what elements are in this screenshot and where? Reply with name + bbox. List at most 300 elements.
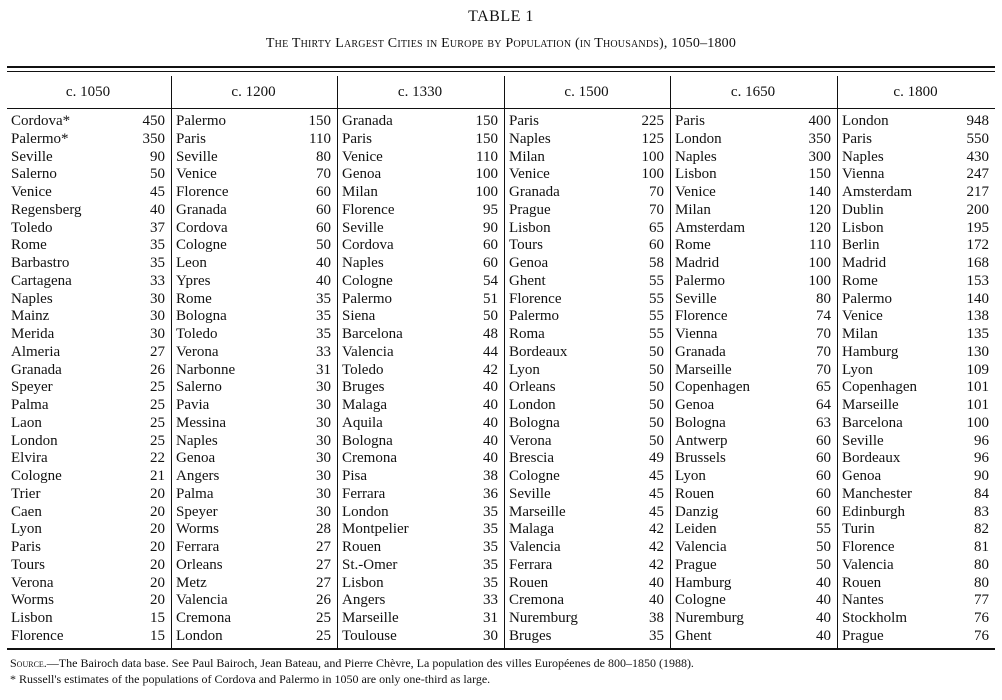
table-row [342, 202, 498, 220]
city-name: Ghent [509, 272, 546, 289]
city-name: Salerno [176, 379, 222, 396]
population-value: 50 [649, 361, 664, 378]
population-value: 350 [142, 130, 165, 147]
population-value: 40 [816, 592, 831, 609]
city-name: Berlin [842, 237, 880, 254]
table-row [11, 397, 165, 415]
table-row [11, 450, 165, 468]
population-value: 50 [649, 379, 664, 396]
city-name: Florence [11, 627, 64, 644]
city-name: Speyer [11, 379, 53, 396]
table-row [11, 557, 165, 575]
city-name: Lisbon [842, 219, 884, 236]
table-row [675, 291, 831, 309]
table-number: TABLE 1 [468, 8, 534, 25]
city-name: Valencia [842, 556, 894, 573]
table-row [675, 166, 831, 184]
table-row [176, 220, 331, 238]
population-value: 38 [649, 610, 664, 626]
column-3 [504, 76, 670, 648]
table-row [176, 149, 331, 167]
population-value: 140 [966, 290, 989, 307]
population-value: 35 [483, 574, 498, 591]
city-name: Hamburg [842, 343, 899, 360]
population-value: 76 [974, 627, 989, 644]
city-name: Ferrara [176, 539, 220, 555]
column-0 [7, 76, 171, 648]
city-name: Rome [842, 272, 878, 289]
column-header: c. 1050 [65, 84, 111, 100]
city-name: Palermo [675, 272, 725, 289]
table-row [342, 220, 498, 238]
population-value: 80 [316, 148, 331, 165]
source-label: Source. [10, 656, 47, 670]
table-row [342, 521, 498, 539]
city-name: Milan [342, 184, 378, 200]
top-rule [7, 66, 995, 68]
table-row [11, 468, 165, 486]
table-row [509, 202, 664, 220]
city-name: Metz [176, 574, 207, 591]
population-value: 20 [150, 539, 165, 555]
population-value: 150 [475, 113, 498, 129]
city-name: Valencia [176, 592, 228, 609]
city-name: Paris [675, 113, 705, 129]
table-row [675, 326, 831, 344]
population-value: 120 [808, 201, 831, 218]
population-value: 33 [316, 343, 331, 360]
city-name: Nuremburg [675, 610, 744, 626]
table-row [675, 202, 831, 220]
population-value: 130 [966, 343, 989, 360]
city-name: Genoa [509, 255, 549, 271]
population-value: 40 [483, 379, 498, 396]
table-row [675, 486, 831, 504]
table-row [176, 184, 331, 202]
population-value: 45 [649, 503, 664, 520]
city-name: Venice [342, 148, 383, 165]
population-value: 60 [816, 485, 831, 502]
population-value: 15 [150, 610, 165, 626]
city-name: Merida [11, 326, 55, 342]
population-value: 40 [816, 627, 831, 644]
city-name: Naples [509, 130, 551, 147]
city-name: Florence [509, 290, 562, 307]
population-value: 50 [150, 166, 165, 183]
table-row [342, 362, 498, 380]
table-row [342, 166, 498, 184]
table-row [509, 486, 664, 504]
population-value: 30 [316, 432, 331, 449]
city-name: Copenhagen [842, 379, 917, 396]
table-row [176, 326, 331, 344]
table-row [342, 344, 498, 362]
city-name: Bordeaux [842, 450, 901, 467]
city-name: Pisa [342, 468, 368, 484]
city-name: Orleans [176, 556, 223, 573]
population-value: 60 [316, 201, 331, 218]
table-row [675, 468, 831, 486]
city-name: Seville [342, 219, 384, 236]
city-name: Angers [176, 468, 220, 484]
city-name: Rome [675, 237, 711, 254]
population-value: 30 [316, 468, 331, 484]
city-name: Palermo [842, 290, 892, 307]
city-name: Lyon [675, 468, 706, 484]
table-row [842, 592, 989, 610]
city-name: Granada [176, 201, 227, 218]
bottom-rule [7, 648, 995, 650]
table-row [509, 415, 664, 433]
city-name: Milan [842, 326, 878, 342]
city-name: Venice [842, 308, 883, 325]
table-row [11, 379, 165, 397]
city-name: Rome [11, 237, 47, 254]
city-name: Speyer [176, 503, 218, 520]
population-value: 82 [974, 521, 989, 538]
column-header: c. 1800 [893, 84, 938, 100]
table-row [11, 131, 165, 149]
city-name: Verona [11, 574, 54, 591]
population-value: 135 [966, 326, 989, 342]
column-2 [337, 76, 504, 648]
table-row [842, 610, 989, 628]
table-row [842, 486, 989, 504]
population-value: 58 [649, 255, 664, 271]
column-rows [11, 113, 165, 646]
population-value: 50 [649, 414, 664, 431]
table-row [509, 326, 664, 344]
table-row [842, 326, 989, 344]
city-name: Prague [675, 556, 717, 573]
table-row [11, 113, 165, 131]
population-value: 55 [649, 272, 664, 289]
city-name: Lyon [842, 361, 873, 378]
table-row [675, 362, 831, 380]
table-row [675, 504, 831, 522]
city-name: Lisbon [11, 610, 53, 626]
table-row [176, 628, 331, 646]
population-value: 110 [309, 130, 331, 147]
population-value: 42 [649, 521, 664, 538]
table-row [342, 433, 498, 451]
column-4 [670, 76, 837, 648]
population-value: 60 [483, 237, 498, 254]
city-name: Amsterdam [842, 184, 912, 200]
population-value: 22 [150, 450, 165, 467]
population-value: 42 [483, 361, 498, 378]
table-row [11, 344, 165, 362]
population-value: 550 [966, 130, 989, 147]
city-name: Cologne [342, 272, 393, 289]
population-value: 95 [483, 201, 498, 218]
population-value: 20 [150, 592, 165, 609]
table-row [11, 149, 165, 167]
city-name: Seville [675, 290, 717, 307]
population-value: 80 [974, 574, 989, 591]
table-row [675, 433, 831, 451]
city-name: Marseille [842, 397, 899, 413]
table-row [11, 184, 165, 202]
city-name: Venice [509, 166, 550, 183]
population-value: 101 [966, 379, 989, 396]
city-name: Naples [842, 148, 884, 165]
city-name: Nantes [842, 592, 884, 609]
population-value: 51 [483, 290, 498, 307]
table-row [176, 255, 331, 273]
table-row [842, 255, 989, 273]
population-value: 109 [966, 361, 989, 378]
city-name: Seville [176, 148, 218, 165]
table-row [509, 237, 664, 255]
city-name: Tours [11, 556, 45, 573]
population-value: 217 [966, 184, 989, 200]
population-value: 195 [966, 219, 989, 236]
population-value: 30 [150, 308, 165, 325]
population-value: 55 [649, 290, 664, 307]
population-value: 400 [808, 113, 831, 129]
city-name: Milan [509, 148, 545, 165]
column-rows [509, 113, 664, 646]
population-value: 37 [150, 219, 165, 236]
population-value: 60 [316, 219, 331, 236]
city-name: Paris [176, 130, 206, 147]
population-value: 45 [649, 468, 664, 484]
city-name: London [842, 113, 889, 129]
city-name: Cordova [176, 219, 228, 236]
city-name: Cordova [342, 237, 394, 254]
population-value: 54 [483, 272, 498, 289]
table-row [842, 291, 989, 309]
population-value: 44 [483, 343, 498, 360]
population-value: 40 [649, 574, 664, 591]
city-name: Cremona [342, 450, 397, 467]
population-value: 350 [808, 130, 831, 147]
table-row [11, 521, 165, 539]
population-value: 30 [316, 503, 331, 520]
table-row [11, 362, 165, 380]
city-name: Nuremburg [509, 610, 578, 626]
population-value: 70 [316, 166, 331, 183]
table-row [509, 539, 664, 557]
population-value: 168 [966, 255, 989, 271]
table-row [11, 326, 165, 344]
city-name: Lisbon [342, 574, 384, 591]
table-row [509, 149, 664, 167]
table-row [342, 291, 498, 309]
city-name: Milan [675, 201, 711, 218]
population-value: 27 [316, 574, 331, 591]
table-row [842, 539, 989, 557]
city-name: Tours [509, 237, 543, 254]
table-row [342, 450, 498, 468]
table-row [675, 415, 831, 433]
population-value: 55 [649, 308, 664, 325]
city-name: Cremona [509, 592, 564, 609]
population-value: 26 [316, 592, 331, 609]
city-name: Paris [842, 130, 872, 147]
table-row [675, 521, 831, 539]
city-name: Genoa [675, 397, 715, 413]
table-row [176, 592, 331, 610]
population-value: 50 [649, 343, 664, 360]
city-name: Cologne [675, 592, 726, 609]
column-header: c. 1500 [564, 84, 609, 100]
table-row [176, 362, 331, 380]
table-row [11, 237, 165, 255]
table-row [842, 504, 989, 522]
table-row [176, 433, 331, 451]
city-name: Genoa [842, 468, 882, 484]
table-row [675, 450, 831, 468]
city-name: Pavia [176, 397, 210, 413]
table-row [342, 308, 498, 326]
population-value: 90 [974, 468, 989, 484]
city-name: Florence [842, 539, 895, 555]
city-name: Caen [11, 503, 42, 520]
table-row [11, 166, 165, 184]
population-value: 20 [150, 556, 165, 573]
population-value: 36 [483, 485, 498, 502]
city-name: Prague [509, 201, 551, 218]
table-row [675, 184, 831, 202]
population-value: 70 [816, 343, 831, 360]
column-header: c. 1200 [231, 84, 276, 100]
population-value: 40 [150, 201, 165, 218]
city-name: Cordova* [11, 113, 71, 129]
population-value: 35 [316, 308, 331, 325]
table-row [176, 415, 331, 433]
city-name: Naples [11, 290, 53, 307]
population-value: 42 [649, 556, 664, 573]
table-row [675, 397, 831, 415]
table-row [342, 557, 498, 575]
population-value: 33 [150, 272, 165, 289]
population-value: 100 [808, 255, 831, 271]
city-name: Valencia [342, 343, 394, 360]
city-name: Lyon [509, 361, 540, 378]
population-value: 60 [816, 432, 831, 449]
city-name: Barcelona [842, 414, 903, 431]
table-row [842, 113, 989, 131]
population-value: 25 [316, 610, 331, 626]
city-name: Granada [11, 361, 62, 378]
population-value: 27 [316, 539, 331, 555]
city-name: London [509, 397, 556, 413]
table-row [842, 521, 989, 539]
city-name: Leiden [675, 521, 717, 538]
table-row [342, 486, 498, 504]
table-row [342, 592, 498, 610]
table-row [842, 220, 989, 238]
table-row [509, 291, 664, 309]
city-name: Malaga [342, 397, 387, 413]
population-value: 25 [150, 432, 165, 449]
population-value: 42 [649, 539, 664, 555]
column-1 [171, 76, 337, 648]
population-value: 27 [150, 343, 165, 360]
city-name: Florence [675, 308, 728, 325]
table-row [11, 628, 165, 646]
table-row [509, 344, 664, 362]
table-row [842, 166, 989, 184]
table-row [342, 113, 498, 131]
city-name: Bologna [509, 414, 560, 431]
population-value: 90 [483, 219, 498, 236]
city-name: Laon [11, 414, 42, 431]
city-name: Cologne [509, 468, 560, 484]
population-value: 35 [483, 539, 498, 555]
table-row [842, 344, 989, 362]
table-row [11, 433, 165, 451]
table-row [509, 273, 664, 291]
city-name: Madrid [675, 255, 720, 271]
column-header: c. 1650 [730, 84, 776, 100]
population-value: 35 [150, 255, 165, 271]
city-name: Worms [11, 592, 54, 609]
table-row [675, 308, 831, 326]
table-row [509, 628, 664, 646]
city-name: London [675, 130, 722, 147]
city-name: Seville [11, 148, 53, 165]
table-row [675, 344, 831, 362]
population-value: 140 [808, 184, 831, 200]
city-name: Seville [842, 432, 884, 449]
column-header: c. 1330 [397, 84, 443, 100]
table-row [509, 610, 664, 628]
table-row [11, 308, 165, 326]
population-value: 430 [966, 148, 989, 165]
table-row [11, 255, 165, 273]
city-name: Florence [342, 201, 395, 218]
city-name: Aquila [342, 414, 383, 431]
city-name: Marseille [342, 610, 399, 626]
population-value: 60 [483, 255, 498, 271]
population-value: 33 [483, 592, 498, 609]
city-name: Hamburg [675, 574, 732, 591]
population-value: 101 [966, 397, 989, 413]
population-value: 48 [483, 326, 498, 342]
city-name: Palermo [176, 113, 226, 129]
column-rows [842, 113, 989, 646]
table-row [342, 575, 498, 593]
population-value: 225 [641, 113, 664, 129]
city-name: Turin [842, 521, 875, 538]
table-row [675, 220, 831, 238]
population-value: 40 [483, 432, 498, 449]
population-value: 20 [150, 503, 165, 520]
population-value: 83 [974, 503, 989, 520]
population-value: 40 [483, 414, 498, 431]
table-row [176, 344, 331, 362]
table-row [842, 415, 989, 433]
city-name: Cologne [11, 468, 62, 484]
city-name: Leon [176, 255, 207, 271]
table-row [176, 397, 331, 415]
city-name: Paris [11, 539, 41, 555]
city-name: Genoa [342, 166, 382, 183]
table-row [176, 557, 331, 575]
city-name: London [342, 503, 389, 520]
table-row [176, 468, 331, 486]
city-name: Malaga [509, 521, 554, 538]
population-value: 30 [483, 627, 498, 644]
population-value: 55 [816, 521, 831, 538]
population-value: 172 [966, 237, 989, 254]
table-row [509, 113, 664, 131]
city-name: Edinburgh [842, 503, 906, 520]
population-value: 60 [649, 237, 664, 254]
